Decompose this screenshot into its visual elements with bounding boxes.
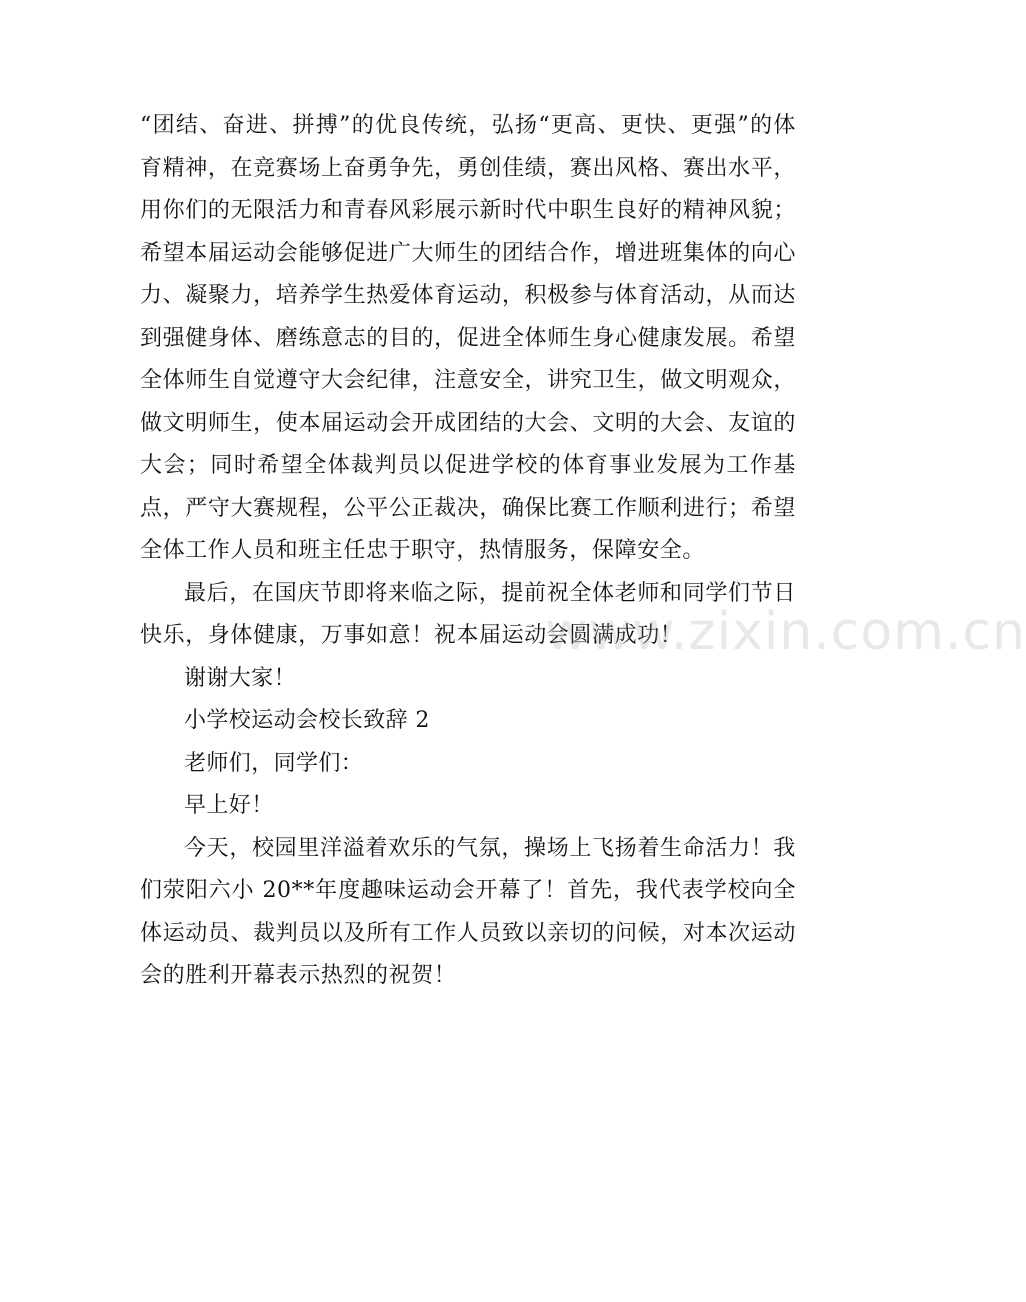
document-body (140, 105, 796, 998)
paragraph-continuation: “团结、奋进、拼搏”的优良传统，弘扬“更高、更快、更强”的体育精神，在竞赛场上奋勇争先，勇创佳绩，赛出风格、赛出水平，用你们的无限活力和青春风彩展示新时代中职生良好的精神风貌；希望本届运动会能够促进广大师生的团结合作，增进班集体的向心力、凝聚力，培养学生热爱体育运动，积极参与体育活动，从而达到强健身体、磨练意志的目的，促进全体师生身心健康发展。希望全体师生自觉遵守大会纪律，注意安全，讲究卫生，做文明观众，做文明师生，使本届运动会开成团结的大会、文明的大会、友谊的大会；同时希望全体裁判员以促进学校的体育事业发展为工作基点，严守大赛规程，公平公正裁决，确保比赛工作顺利进行；希望全体工作人员和班主任忠于职守，热情服务，保障安全。 (140, 113, 796, 563)
watermark-text: www.zixin.com.cn (545, 602, 1026, 662)
paragraph-closing-wishes: 最后，在国庆节即将来临之际，提前祝全体老师和同学们节日快乐，身体健康，万事如意！祝本届运动会圆满成功！ (140, 580, 796, 648)
paragraph-salutation: 老师们，同学们： (184, 750, 364, 776)
paragraph-thanks: 谢谢大家！ (184, 665, 297, 691)
paragraph-greeting: 早上好！ (184, 793, 274, 818)
paragraph-opening: 今天，校园里洋溢着欢乐的气氛，操场上飞扬着生命活力！我们荥阳六小 20**年度趣味运动会开幕了！首先，我代表学校向全体运动员、裁判员以及所有工作人员致以亲切的问候，对本次运动会的胜利开幕表示热烈的祝贺！ (140, 835, 796, 988)
section-heading: 小学校运动会校长致辞 2 (184, 708, 430, 733)
